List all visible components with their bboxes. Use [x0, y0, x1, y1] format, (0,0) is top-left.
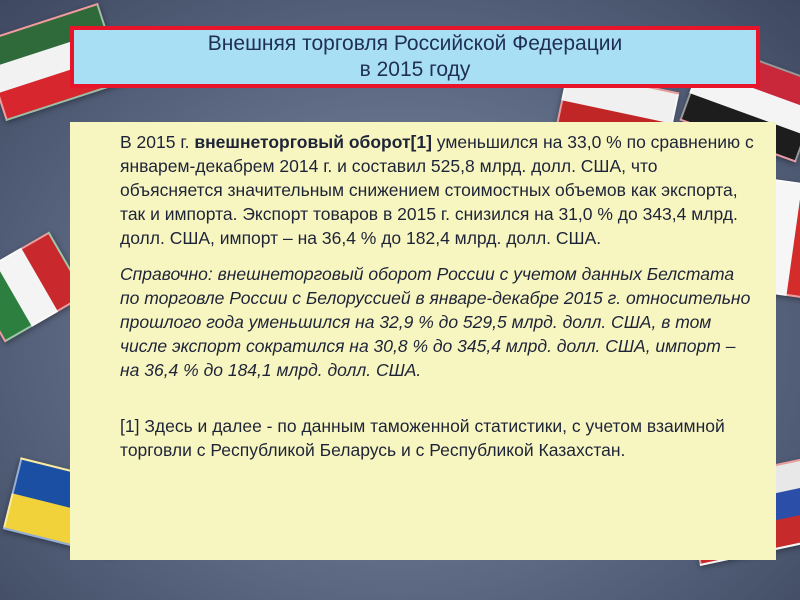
main-paragraph: [120, 130, 756, 250]
title-line-1: Внешняя торговля Российской Федерации: [207, 32, 623, 55]
paragraph-body: уменьшился на 33,0 % по сравнению с январем-декабрем 2014 г. и составил 525,8 млрд. долл. США, что объясняется значительным снижением стоимостных объемов как экспорта, так и импорта. Экспорт товаров в 2015 г. снизился на 31,0 % до 343,4 млрд. долл. США, импорт – на 36,4 % до 182,4 млрд. долл. США.: [120, 132, 754, 248]
paragraph-prefix: В 2015 г.: [120, 132, 195, 152]
footnote-term: внешнеторговый оборот[1]: [194, 132, 432, 152]
content-panel: [70, 122, 776, 560]
slide-title: [70, 26, 760, 88]
reference-paragraph: Справочно: внешнеторговый оборот России с учетом данных Белстата по торговле России с Белоруссией в январе-декабре 2015 г. относительно прошлого года уменьшился на 32,9 % до 529,5 млрд. долл. США, в том числе экспорт сократился на 30,8 % до 345,4 млрд. долл. США, импорт – на 36,4 % до 184,1 млрд. долл. США.: [120, 264, 751, 380]
footnote-text: [1] Здесь и далее - по данным таможенной статистики, с учетом взаимной торговли с Республикой Беларусь и с Республикой Казахстан.: [120, 416, 725, 460]
title-line-2: в 2015 году: [359, 58, 471, 81]
